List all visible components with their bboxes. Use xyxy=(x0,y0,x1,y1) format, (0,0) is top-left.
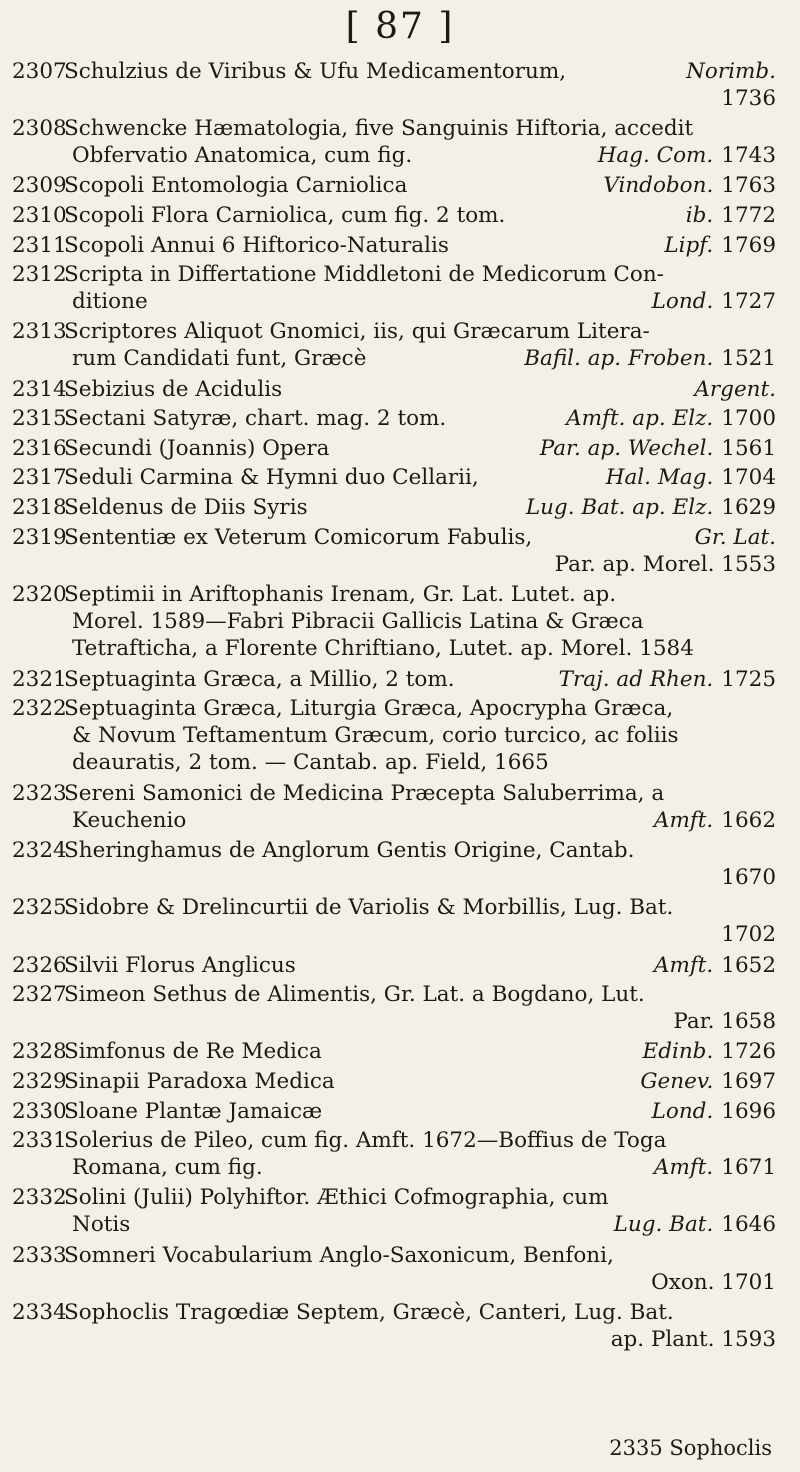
entry-imprint-line: 1702 xyxy=(721,922,776,948)
entry-imprint: Argent. xyxy=(694,376,776,402)
entry-title: Sidobre & Drelincurtii de Variolis & Morbillis, Lug. Bat. xyxy=(64,895,674,921)
entry-imprint: Genev. xyxy=(640,1069,714,1094)
catalogue-entry xyxy=(12,581,776,662)
entry-number: 2318 xyxy=(12,495,67,520)
catalogue-entry xyxy=(12,172,776,199)
entry-number: 2332 xyxy=(12,1185,67,1211)
entry-imprint-line: Par. 1658 xyxy=(673,1009,776,1035)
entry-continuation: & Novum Teftamentum Græcum, corio turcico, ac foliis xyxy=(72,723,679,749)
entry-imprint: Amft. xyxy=(653,952,714,978)
entry-imprint: Vindobon. xyxy=(603,173,714,199)
entry-imprint: Hal. Mag. xyxy=(605,465,714,491)
entry-number: 2316 xyxy=(12,435,67,461)
entry-number: 2324 xyxy=(12,838,67,864)
entry-year: 1743 xyxy=(721,143,776,169)
entry-number: 2328 xyxy=(12,1039,67,1065)
entry-imprint: Traj. ad Rhen. xyxy=(558,666,714,692)
catalogue-entry xyxy=(12,405,776,432)
entry-number: 2333 xyxy=(12,1242,67,1268)
entry-number: 2312 xyxy=(12,262,67,288)
entry-title: Schulzius de Viribus & Ufu Medicamentorum, xyxy=(64,59,567,84)
entry-number: 2326 xyxy=(12,952,67,978)
catalogue-entry xyxy=(12,376,776,403)
entry-title: Septimii in Ariftophanis Irenam, Gr. Lat. Lutet. ap. xyxy=(64,581,617,607)
entry-imprint-line: Oxon. 1701 xyxy=(651,1269,776,1295)
entry-year: 1700 xyxy=(721,406,776,432)
catalogue-entry xyxy=(12,524,776,578)
entry-title: Sereni Samonici de Medicina Præcepta Saluberrima, a xyxy=(64,781,665,806)
catalogue-entry xyxy=(12,232,776,259)
entry-continuation: Romana, cum fig. xyxy=(72,1155,263,1181)
entry-imprint: Amft. xyxy=(653,808,714,833)
entry-year: 1704 xyxy=(721,465,776,491)
entry-number: 2317 xyxy=(12,465,67,491)
entry-imprint: Bafil. ap. Froben. xyxy=(524,346,714,372)
entry-title: Scopoli Flora Carniolica, cum fig. 2 tom. xyxy=(64,203,506,228)
entry-imprint: Par. ap. Wechel. xyxy=(539,435,714,461)
entry-title: Scriptores Aliquot Gnomici, iis, qui Græcarum Litera- xyxy=(64,319,650,345)
entry-title: Simfonus de Re Medica xyxy=(64,1039,322,1065)
entry-title: Secundi (Joannis) Opera xyxy=(64,435,330,461)
entry-continuation: rum Candidati funt, Græcè xyxy=(72,346,367,372)
entry-number: 2330 xyxy=(12,1098,67,1124)
catalogue-entry xyxy=(12,1242,776,1296)
catalogue-entry xyxy=(12,666,776,693)
catalogue-entry xyxy=(12,780,776,834)
entry-title: Sloane Plantæ Jamaicæ xyxy=(64,1098,323,1124)
entry-year: 1726 xyxy=(721,1039,776,1065)
entry-year: 1652 xyxy=(721,952,776,978)
entry-title: Septuaginta Græca, Liturgia Græca, Apocrypha Græca, xyxy=(64,696,674,722)
entry-imprint: Norimb. xyxy=(686,59,776,84)
entry-imprint: Edinb. xyxy=(642,1039,714,1065)
entry-year: 1725 xyxy=(721,666,776,692)
entry-continuation: Tetrafticha, a Florente Chriftiano, Lutet. ap. Morel. 1584 xyxy=(72,635,694,661)
entry-number: 2327 xyxy=(12,982,67,1008)
entry-imprint: Lug. Bat. ap. Elz. xyxy=(525,495,714,520)
entry-number: 2315 xyxy=(12,406,67,432)
entry-title: Sinapii Paradoxa Medica xyxy=(64,1069,335,1094)
entry-imprint: Amft. ap. Elz. xyxy=(566,406,714,432)
entry-title: Septuaginta Græca, a Millio, 2 tom. xyxy=(64,666,455,692)
entry-number: 2309 xyxy=(12,173,67,199)
entry-title: Sheringhamus de Anglorum Gentis Origine, Cantab. xyxy=(64,838,635,864)
entry-year: 1662 xyxy=(721,808,776,833)
entry-number: 2325 xyxy=(12,895,67,921)
catalogue-entry xyxy=(12,464,776,491)
catalogue-entry xyxy=(12,115,776,169)
entry-imprint-line: ap. Plant. 1593 xyxy=(610,1326,776,1352)
catalogue-entry xyxy=(12,1038,776,1065)
catalogue-entry xyxy=(12,1068,776,1095)
entry-year: 1629 xyxy=(721,495,776,520)
entry-continuation: Keuchenio xyxy=(72,808,187,833)
entry-imprint-line: 1736 xyxy=(721,86,776,111)
entry-year: 1697 xyxy=(721,1069,776,1094)
catalogue-entry xyxy=(12,1299,776,1353)
catalogue-entry xyxy=(12,58,776,112)
entry-imprint-line: 1670 xyxy=(721,865,776,891)
entry-imprint: Gr. Lat. xyxy=(694,524,776,550)
entry-number: 2308 xyxy=(12,116,67,142)
entry-year: 1646 xyxy=(721,1212,776,1238)
entry-title: Sophoclis Tragœdiæ Septem, Græcè, Canteri, Lug. Bat. xyxy=(64,1299,674,1325)
catalogue-entry xyxy=(12,318,776,372)
entry-title: Seldenus de Diis Syris xyxy=(64,495,308,520)
entry-number: 2313 xyxy=(12,319,67,345)
catalogue-entry xyxy=(12,261,776,315)
entry-year: 1561 xyxy=(721,435,776,461)
entry-continuation: deauratis, 2 tom. — Cantab. ap. Field, 1665 xyxy=(72,750,549,776)
entry-year: 1772 xyxy=(721,203,776,228)
entry-imprint: Lipf. xyxy=(664,232,714,258)
entry-number: 2329 xyxy=(12,1069,67,1094)
entry-imprint: ib. xyxy=(685,203,714,228)
entry-number: 2331 xyxy=(12,1128,67,1154)
entry-title: Seduli Carmina & Hymni duo Cellarii, xyxy=(64,465,479,491)
entry-year: 1727 xyxy=(721,289,776,315)
entry-imprint: Lond. xyxy=(651,289,714,315)
entry-title: Scopoli Annui 6 Hiftorico-Naturalis xyxy=(64,232,449,258)
entry-continuation: Obfervatio Anatomica, cum fig. xyxy=(72,143,413,169)
entry-title: Sectani Satyræ, chart. mag. 2 tom. xyxy=(64,406,447,432)
catalogue-entry xyxy=(12,1098,776,1125)
catalogue-entry xyxy=(12,894,776,948)
entry-year: 1521 xyxy=(721,346,776,372)
entry-title: Solerius de Pileo, cum fig. Amft. 1672—Boffius de Toga xyxy=(64,1128,667,1154)
entry-title: Sebizius de Acidulis xyxy=(64,376,283,402)
entry-year: 1696 xyxy=(721,1098,776,1124)
entry-imprint: Lond. xyxy=(651,1098,714,1124)
entry-imprint: Hag. Com. xyxy=(597,143,714,169)
entry-year: 1769 xyxy=(721,232,776,258)
entry-title: Scripta in Differtatione Middletoni de Medicorum Con- xyxy=(64,262,664,288)
catalogue-entry xyxy=(12,981,776,1035)
entry-continuation: Morel. 1589—Fabri Pibracii Gallicis Latina & Græca xyxy=(72,608,644,634)
entry-number: 2311 xyxy=(12,232,67,258)
entry-imprint-line: Par. ap. Morel. 1553 xyxy=(554,551,776,577)
entry-year: 1763 xyxy=(721,173,776,199)
entry-title: Solini (Julii) Polyhiftor. Æthici Cofmographia, cum xyxy=(64,1185,609,1211)
entry-number: 2314 xyxy=(12,376,67,402)
entry-title: Sententiæ ex Veterum Comicorum Fabulis, xyxy=(64,524,533,550)
entry-title: Schwencke Hæmatologia, five Sanguinis Hiftoria, accedit xyxy=(64,116,694,142)
catalogue-entry xyxy=(12,1127,776,1181)
catalogue-entry xyxy=(12,202,776,229)
entry-continuation: Notis xyxy=(72,1212,131,1238)
catalogue-entry xyxy=(12,952,776,979)
entry-imprint: Lug. Bat. xyxy=(613,1212,714,1238)
catalogue-entry xyxy=(12,837,776,891)
entry-number: 2307 xyxy=(12,59,67,84)
entry-year: 1671 xyxy=(721,1155,776,1181)
entry-number: 2320 xyxy=(12,581,67,607)
entry-number: 2321 xyxy=(12,666,67,692)
entry-number: 2322 xyxy=(12,696,67,722)
entry-number: 2334 xyxy=(12,1299,67,1325)
catalogue-entry xyxy=(12,1184,776,1238)
catalogue-entry xyxy=(12,494,776,521)
entry-continuation: ditione xyxy=(72,289,148,315)
page-number-header: [ 87 ] xyxy=(345,6,455,47)
catchword: 2335 Sophoclis xyxy=(609,1436,772,1460)
entry-title: Simeon Sethus de Alimentis, Gr. Lat. a Bogdano, Lut. xyxy=(64,982,645,1008)
catalogue-entry xyxy=(12,695,776,776)
entry-title: Silvii Florus Anglicus xyxy=(64,952,296,978)
catalogue-entry xyxy=(12,435,776,462)
entry-number: 2319 xyxy=(12,524,67,550)
entry-title: Scopoli Entomologia Carniolica xyxy=(64,173,408,199)
entry-imprint: Amft. xyxy=(653,1155,714,1181)
entry-title: Somneri Vocabularium Anglo-Saxonicum, Benfoni, xyxy=(64,1242,614,1268)
entry-number: 2310 xyxy=(12,203,67,228)
entry-number: 2323 xyxy=(12,781,67,806)
